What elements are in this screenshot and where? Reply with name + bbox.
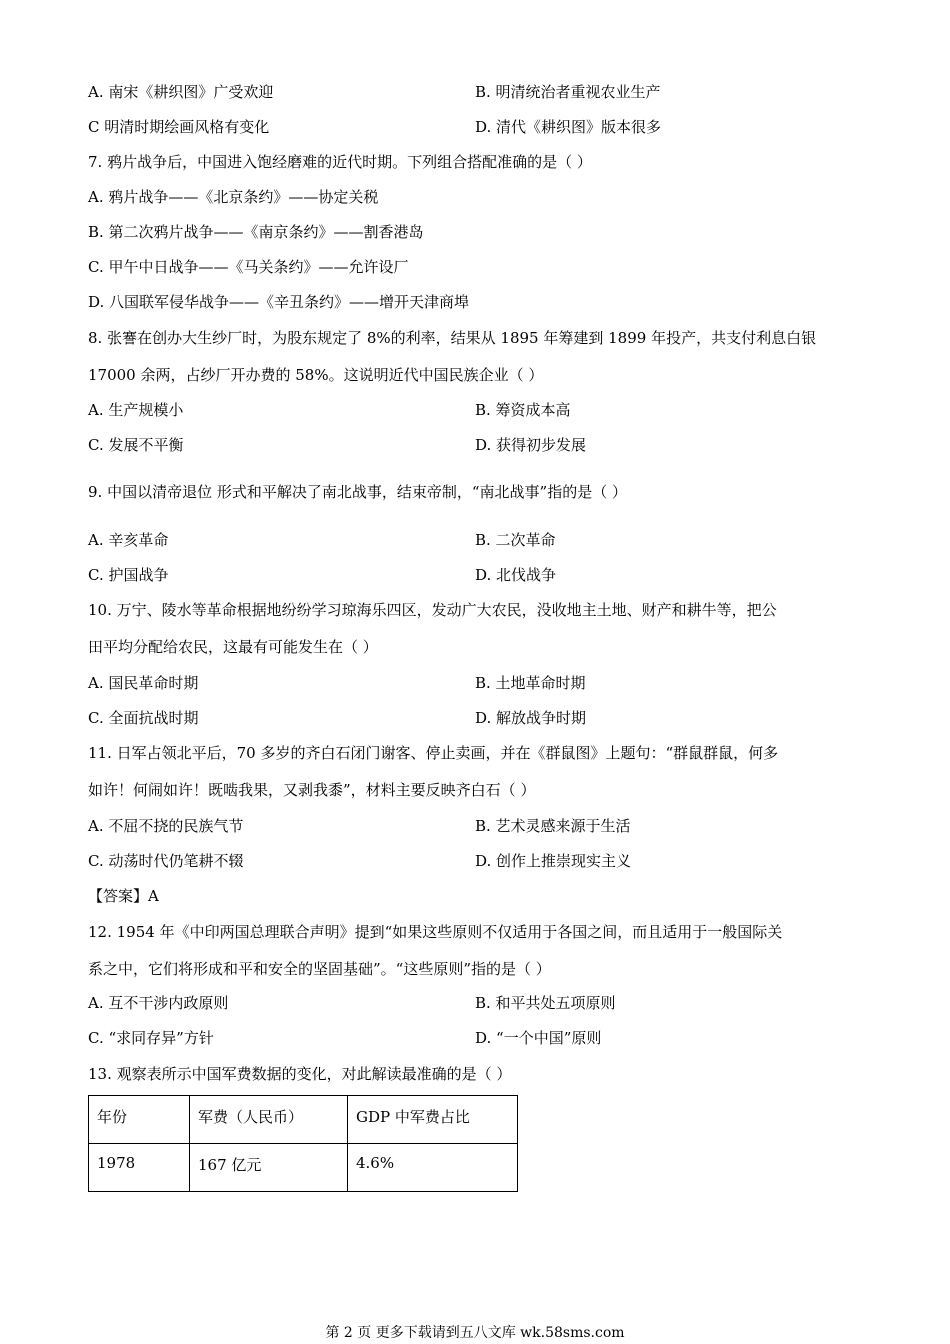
q12-stem-line1: 12. 1954 年《中印两国总理联合声明》提到“如果这些原则不仅适用于各国之间，而且适用于一般国际关 <box>88 923 783 941</box>
table-header-row <box>89 1096 518 1144</box>
q11-stem-line1: 11. 日军占领北平后，70 多岁的齐白石闭门谢客、停止卖画，并在《群鼠图》上题句：“群鼠群鼠，何多 <box>88 744 779 762</box>
military-spending-table <box>88 1095 518 1192</box>
q8-option-c: C. 发展不平衡 <box>88 436 184 454</box>
q10-option-b: B. 土地革命时期 <box>475 674 586 692</box>
q7-option-b: B. 第二次鸦片战争——《南京条约》——割香港岛 <box>88 223 424 241</box>
table-cell: 1978 <box>89 1144 190 1192</box>
q11-option-b: B. 艺术灵感来源于生活 <box>475 817 631 835</box>
q6-option-b: B. 明清统治者重视农业生产 <box>475 83 661 101</box>
q7-option-a: A. 鸦片战争——《北京条约》——协定关税 <box>88 188 379 206</box>
q12-option-a: A. 互不干涉内政原则 <box>88 994 229 1012</box>
q7-stem: 7. 鸦片战争后，中国进入饱经磨难的近代时期。下列组合搭配准确的是（ ） <box>88 153 592 171</box>
q8-option-d: D. 获得初步发展 <box>475 436 587 454</box>
q8-option-a: A. 生产规模小 <box>88 401 184 419</box>
q12-option-d: D. “一个中国”原则 <box>475 1029 602 1047</box>
q6-option-d: D. 清代《耕织图》版本很多 <box>475 118 662 136</box>
q12-option-c: C. “求同存异”方针 <box>88 1029 214 1047</box>
q10-stem-line2: 田平均分配给农民，这最有可能发生在（ ） <box>88 638 378 656</box>
table-header-cell: GDP 中军费占比 <box>348 1096 518 1144</box>
q7-option-d: D. 八国联军侵华战争——《辛丑条约》——增开天津商埠 <box>88 293 470 311</box>
q12-stem-line2: 系之中，它们将形成和平和安全的坚固基础”。“这些原则”指的是（ ） <box>88 960 551 978</box>
q9-option-c: C. 护国战争 <box>88 566 169 584</box>
q6-option-a: A. 南宋《耕织图》广受欢迎 <box>88 83 274 101</box>
q8-stem-line1: 8. 张謇在创办大生纱厂时，为股东规定了 8%的利率，结果从 1895 年筹建到 1899 年投产，共支付利息白银 <box>88 329 817 347</box>
q9-stem: 9. 中国以清帝退位 形式和平解决了南北战事，结束帝制，“南北战事”指的是（ ） <box>88 483 627 501</box>
table-header-cell: 军费（人民币） <box>190 1096 348 1144</box>
q9-option-a: A. 辛亥革命 <box>88 531 169 549</box>
table-row <box>89 1144 518 1192</box>
q12-option-b: B. 和平共处五项原则 <box>475 994 616 1012</box>
q9-option-b: B. 二次革命 <box>475 531 556 549</box>
q11-stem-line2: 如许！何闹如许！既啮我果，又剥我黍”，材料主要反映齐白石（ ） <box>88 781 536 799</box>
q9-option-d: D. 北伐战争 <box>475 566 557 584</box>
q11-option-a: A. 不屈不挠的民族气节 <box>88 817 244 835</box>
q8-option-b: B. 筹资成本高 <box>475 401 571 419</box>
q7-option-c: C. 甲午中日战争——《马关条约》——允许设厂 <box>88 258 409 276</box>
q10-option-d: D. 解放战争时期 <box>475 709 587 727</box>
q13-stem: 13. 观察表所示中国军费数据的变化，对此解读最准确的是（ ） <box>88 1065 512 1083</box>
page-footer: 第 2 页 更多下载请到五八文库 wk.58sms.com <box>325 1325 625 1341</box>
q8-stem-line2: 17000 余两，占纱厂开办费的 58%。这说明近代中国民族企业（ ） <box>88 366 544 384</box>
q10-option-c: C. 全面抗战时期 <box>88 709 199 727</box>
q11-answer: 【答案】A <box>88 887 159 905</box>
table-header-cell: 年份 <box>89 1096 190 1144</box>
q11-option-d: D. 创作上推崇现实主义 <box>475 852 632 870</box>
q6-option-c: C 明清时期绘画风格有变化 <box>88 118 270 136</box>
q10-stem-line1: 10. 万宁、陵水等革命根据地纷纷学习琼海乐四区，发动广大农民，没收地主土地、财产和耕牛等，把公 <box>88 601 777 619</box>
q10-option-a: A. 国民革命时期 <box>88 674 199 692</box>
q11-option-c: C. 动荡时代仍笔耕不辍 <box>88 852 244 870</box>
table-cell: 4.6% <box>348 1144 518 1192</box>
table-cell: 167 亿元 <box>190 1144 348 1192</box>
